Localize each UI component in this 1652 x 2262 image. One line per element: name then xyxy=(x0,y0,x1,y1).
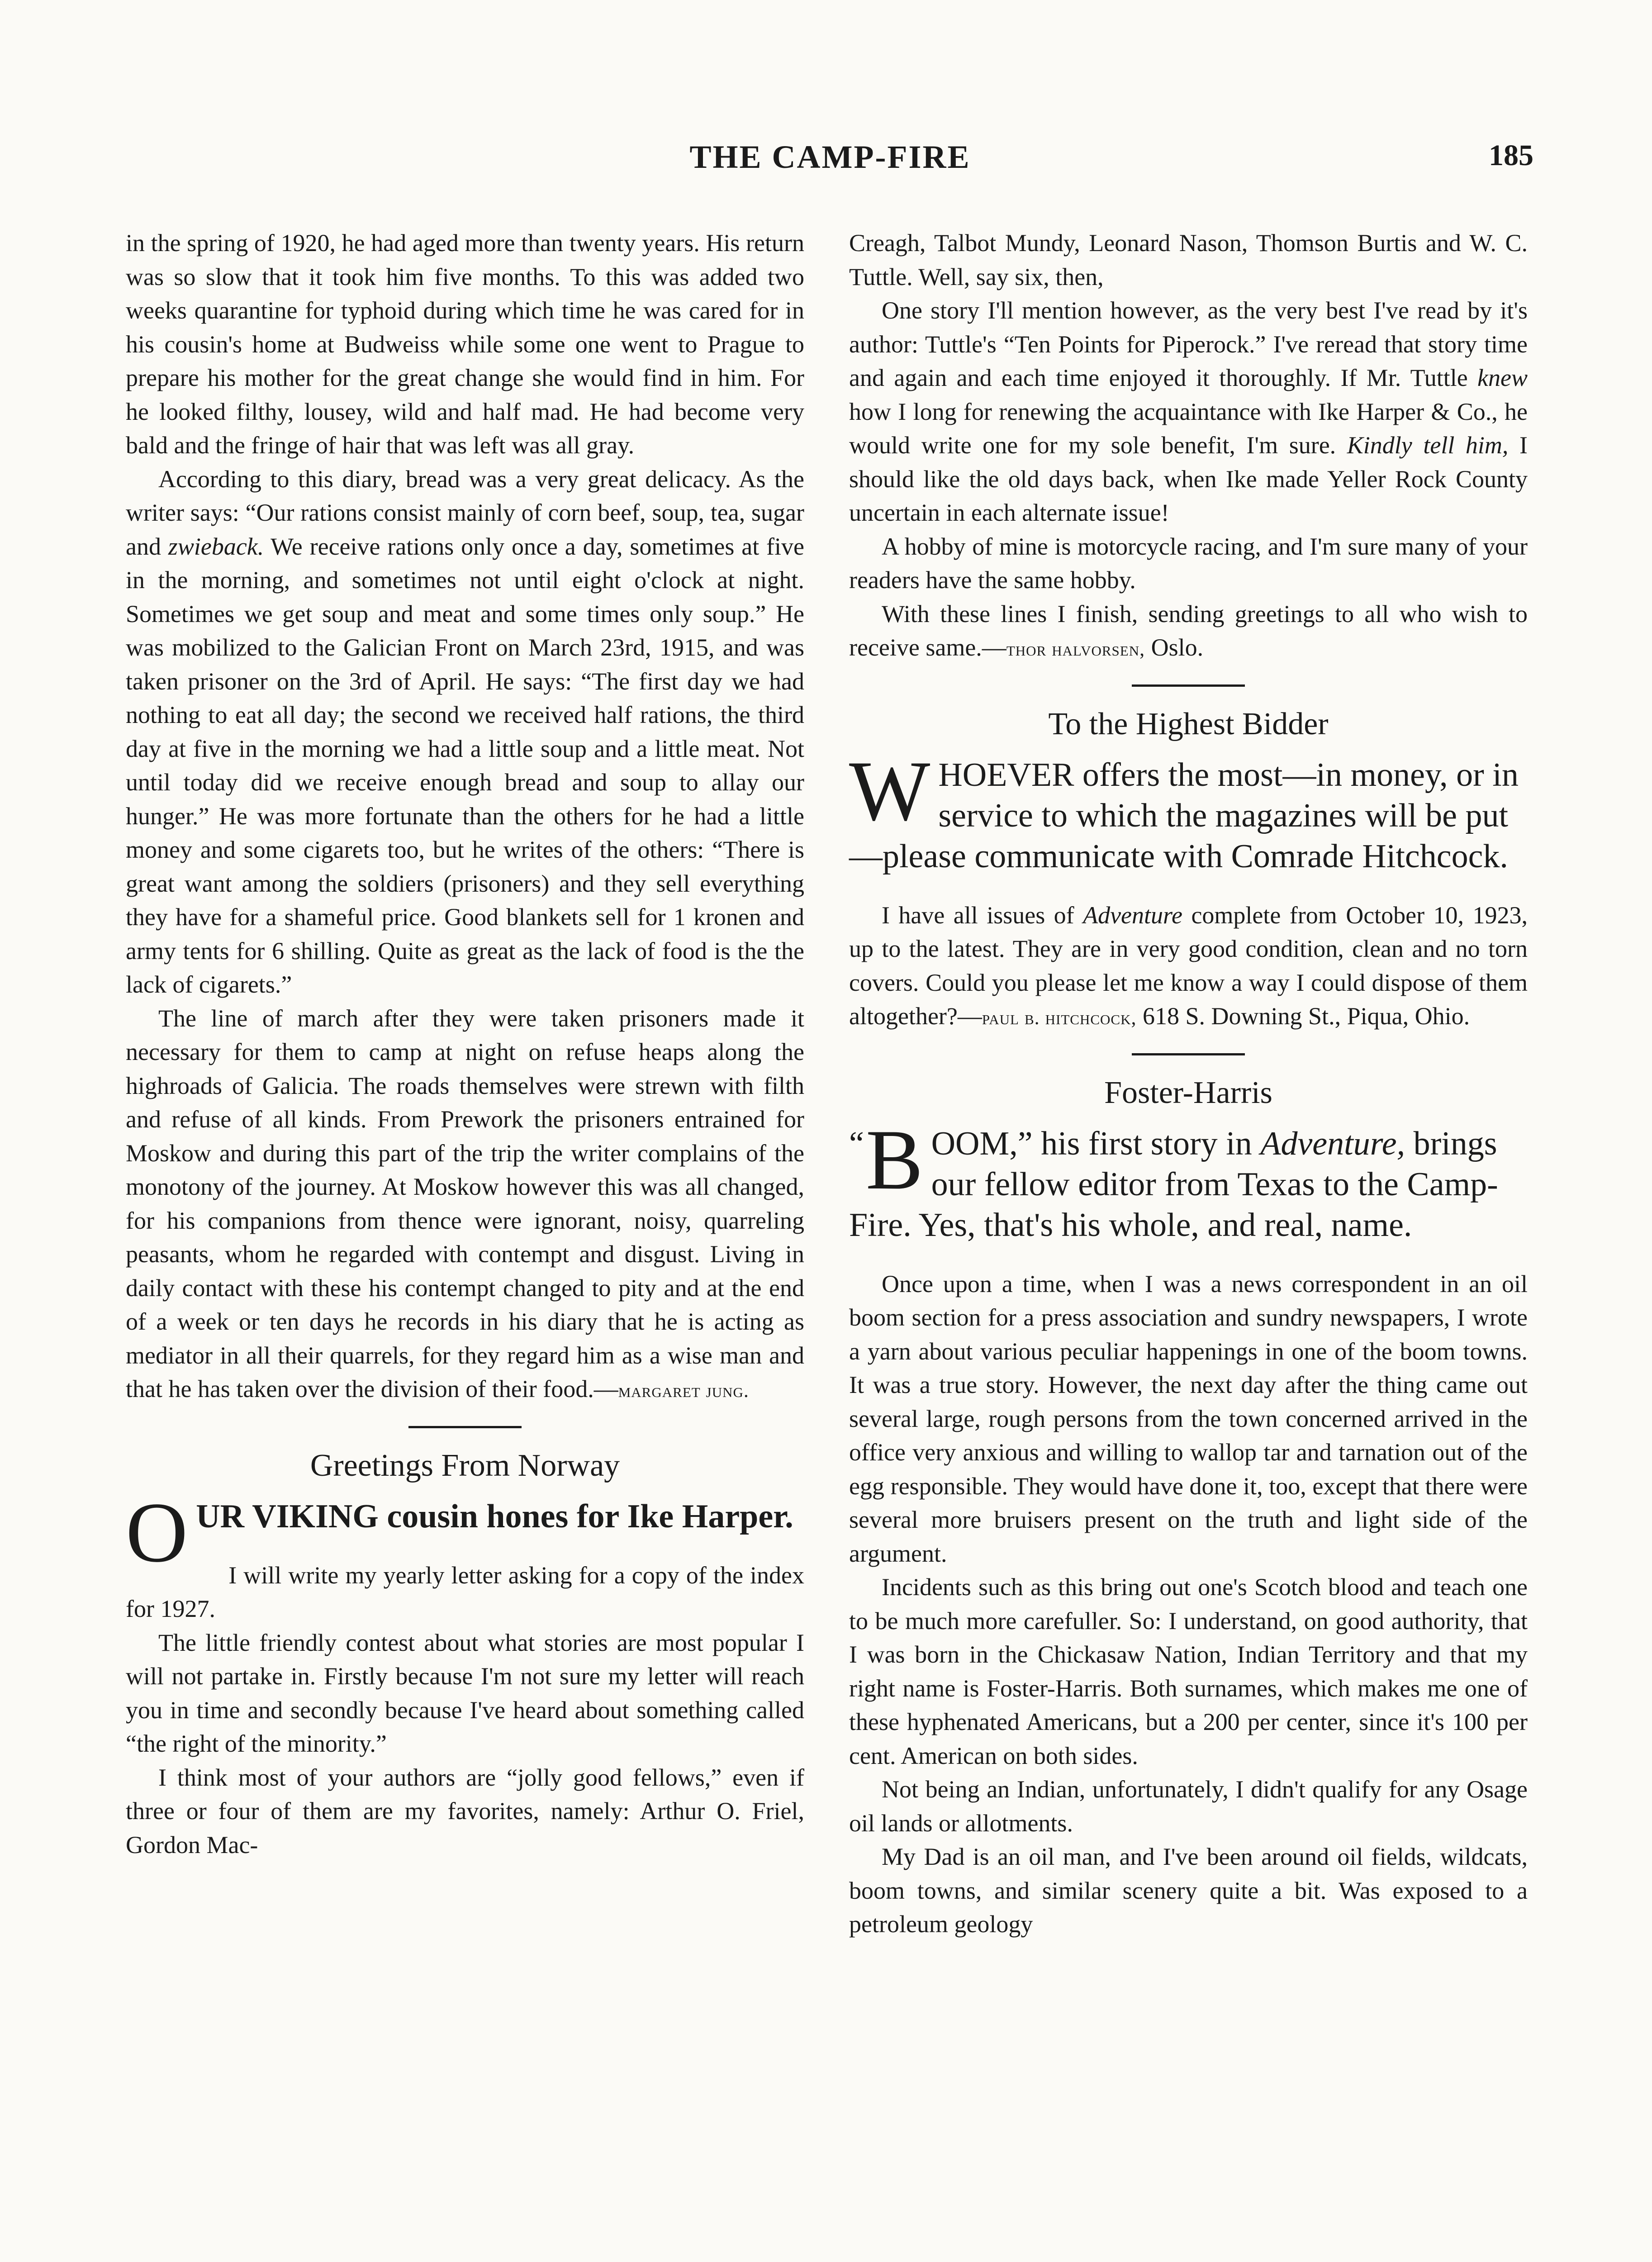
lead-text: brings our fellow editor from Texas to the Camp-Fire. Yes, that's his whole, and real, name. xyxy=(849,1125,1498,1244)
left-column xyxy=(126,226,804,1862)
paragraph-text: According to this diary, bread was a very great delicacy. As the writer says: “Our rations consist mainly of corn beef, soup, tea, sugar and xyxy=(126,465,804,560)
italic-word: zwieback. xyxy=(168,532,264,560)
drop-cap: O xyxy=(126,1485,188,1580)
author-place: Oslo. xyxy=(1145,634,1204,661)
paragraph xyxy=(849,294,1528,530)
section-title: Greetings From Norway xyxy=(310,1448,620,1483)
paragraph: My Dad is an oil man, and I've been around oil fields, wildcats, boom towns, and similar scenery quite a bit. Was exposed to a petroleum geology xyxy=(849,1843,1528,1938)
italic-phrase: Kindly tell him, xyxy=(1347,432,1509,459)
paragraph: Once upon a time, when I was a news correspondent in an oil boom section for a press association and sundry newspapers, I wrote a yarn about various peculiar happenings in one of the boom towns. It was a true story. However, the next day after the thing came out several large, rough persons from the town concerned arrived in the office very anxious and willing to wallop tar and tarnation out of the egg responsible. They would have done it, too, except that there were several more bruisers present on the truth and light side of the argument. xyxy=(849,1270,1528,1567)
paragraph-text: complete from October 10, 1923, up to the latest. They are in very good condition, clean and no torn covers. Could you please let me know a way I could dispose of them altogether?— xyxy=(849,901,1528,1030)
running-head xyxy=(127,132,1533,182)
paragraph-text: With these lines I finish, sending greetings to all who wish to receive same.— xyxy=(849,600,1528,661)
lead-quote-mark: “ xyxy=(849,1125,864,1162)
right-column xyxy=(849,226,1528,1941)
paragraph-text: The line of march after they were taken prisoners made it necessary for them to camp at night on refuse heaps along the highroads of Galicia. The roads themselves were strewn with filth and refuse of all kinds. From Prework the prisoners entrained for Moskow and during this part of the trip the writer complains of the monotony of the journey. At Moskow however this was all changed, for his companions from thence were ignorant, noisy, quarreling peasants, whom he regarded with contempt and disgust. Living in daily contact with these his contempt changed to pity and at the end of a week or ten days he records in his diary that he is acting as mediator in all their quarrels, for they regard him as a wise man and that he has taken over the division of their food.— xyxy=(126,1004,804,1402)
page-number: 185 xyxy=(1489,139,1533,172)
paragraph-text: how I long for renewing the acquaintance with Ike Harper & Co., he would write one for my sole benefit, I'm sure. xyxy=(849,398,1528,459)
running-title: THE CAMP-FIRE xyxy=(689,139,971,175)
section-lead xyxy=(849,743,1528,877)
paragraph-text: We receive rations only once a day, sometimes at five in the morning, and sometimes not until eight o'clock at night. Sometimes we get soup and meat and some times only soup.” He was mobilized to the Galician Front on March 23rd, 1915, and was taken prisoner on the 3rd of April. He says: “The first day we had nothing to eat all day; the second we received half rations, the third day at five in the morning we had a little soup and a little meat. Not until today did we receive enough bread and soup to allay our hunger.” He was more fortunate than the others for he had a little money and some cigarets too, but he writes of the others: “There is great want among the soldiers (prisoners) and they sell everything they have for a shameful price. Good blankets sell for 1 kronen and army tents for 6 shilling. Quite as great as the lack of food is the the lack of cigarets.” xyxy=(126,532,805,998)
paragraph: Incidents such as this bring out one's Scotch blood and teach one to be much more carefuller. So: I understand, on good authority, that I was born in the Chickasaw Nation, Indian Territory and that my right name is Foster-Harris. Both surnames, which makes me one of these hyphenated Americans, but a 200 per center, since it's 100 per cent. American on both sides. xyxy=(849,1573,1528,1769)
paragraph: I think most of your authors are “jolly good fellows,” even if three or four of them are my favorites, namely: Arthur O. Friel, Gordon Mac- xyxy=(126,1763,804,1858)
author-signature: paul b. hitchcock, xyxy=(982,1007,1137,1029)
section-divider xyxy=(1132,684,1245,687)
paragraph: A hobby of mine is motorcycle racing, and I'm sure many of your readers have the same hobby. xyxy=(849,532,1528,594)
paragraph-text: I should like the old days back, when Ike made Yeller Rock County uncertain in each alternate issue! xyxy=(849,432,1528,526)
paragraph-text: I have all issues of xyxy=(882,901,1083,929)
italic-word: knew xyxy=(1477,364,1528,391)
drop-cap: B xyxy=(865,1112,923,1207)
section-title: Foster-Harris xyxy=(1104,1075,1272,1110)
section-lead xyxy=(126,1485,804,1580)
drop-cap: W xyxy=(849,743,930,839)
author-signature: margaret jung. xyxy=(618,1379,749,1402)
section-title: To the Highest Bidder xyxy=(1048,706,1329,741)
lead-text: HOEVER offers the most—in money, or in service to which the magazines will be put—please communicate with Comrade Hitchcock. xyxy=(849,756,1519,875)
paragraph xyxy=(849,597,1528,666)
paragraph-text: One story I'll mention however, as the very best I've read by it's author: Tuttle's “Ten Points for Piperock.” I've reread that story time and again and each time enjoyed it thoroughly. If Mr. Tuttle xyxy=(849,297,1528,391)
section-lead xyxy=(849,1112,1528,1245)
paragraph: The little friendly contest about what stories are most popular I will not partake in. Firstly because I'm not sure my letter will reach you in time and secondly because I've heard about something called “the right of the minority.” xyxy=(126,1629,804,1757)
lead-text: OOM,” his first story in xyxy=(931,1125,1261,1162)
paragraph xyxy=(126,1002,804,1408)
paragraph: in the spring of 1920, he had aged more than twenty years. His return was so slow that it took him five months. To this was added two weeks quarantine for typhoid during which time he was cared for in his cousin's home at Budweiss while some one went to Prague to prepare his mother for the great change she would find in him. For he looked filthy, lousey, wild and half mad. He had become very bald and the fringe of hair that was left was all gray. xyxy=(126,229,804,459)
paragraph: I will write my yearly letter asking for a copy of the index for 1927. xyxy=(126,1561,804,1622)
author-address: 618 S. Downing St., Piqua, Ohio. xyxy=(1136,1003,1470,1030)
paragraph: Creagh, Talbot Mundy, Leonard Nason, Thomson Burtis and W. C. Tuttle. Well, say six, then, xyxy=(849,229,1528,290)
paragraph: Not being an Indian, unfortunately, I didn't qualify for any Osage oil lands or allotments. xyxy=(849,1776,1528,1837)
author-signature: thor halvorsen, xyxy=(1006,638,1145,660)
section-divider xyxy=(408,1426,522,1428)
paragraph xyxy=(849,898,1528,1035)
italic-word: Adventure, xyxy=(1260,1125,1405,1162)
paragraph xyxy=(126,462,804,1002)
lead-text: UR VIKING cousin hones for Ike Harper. xyxy=(196,1497,793,1535)
section-divider xyxy=(1132,1053,1245,1055)
italic-word: Adventure xyxy=(1083,901,1182,929)
